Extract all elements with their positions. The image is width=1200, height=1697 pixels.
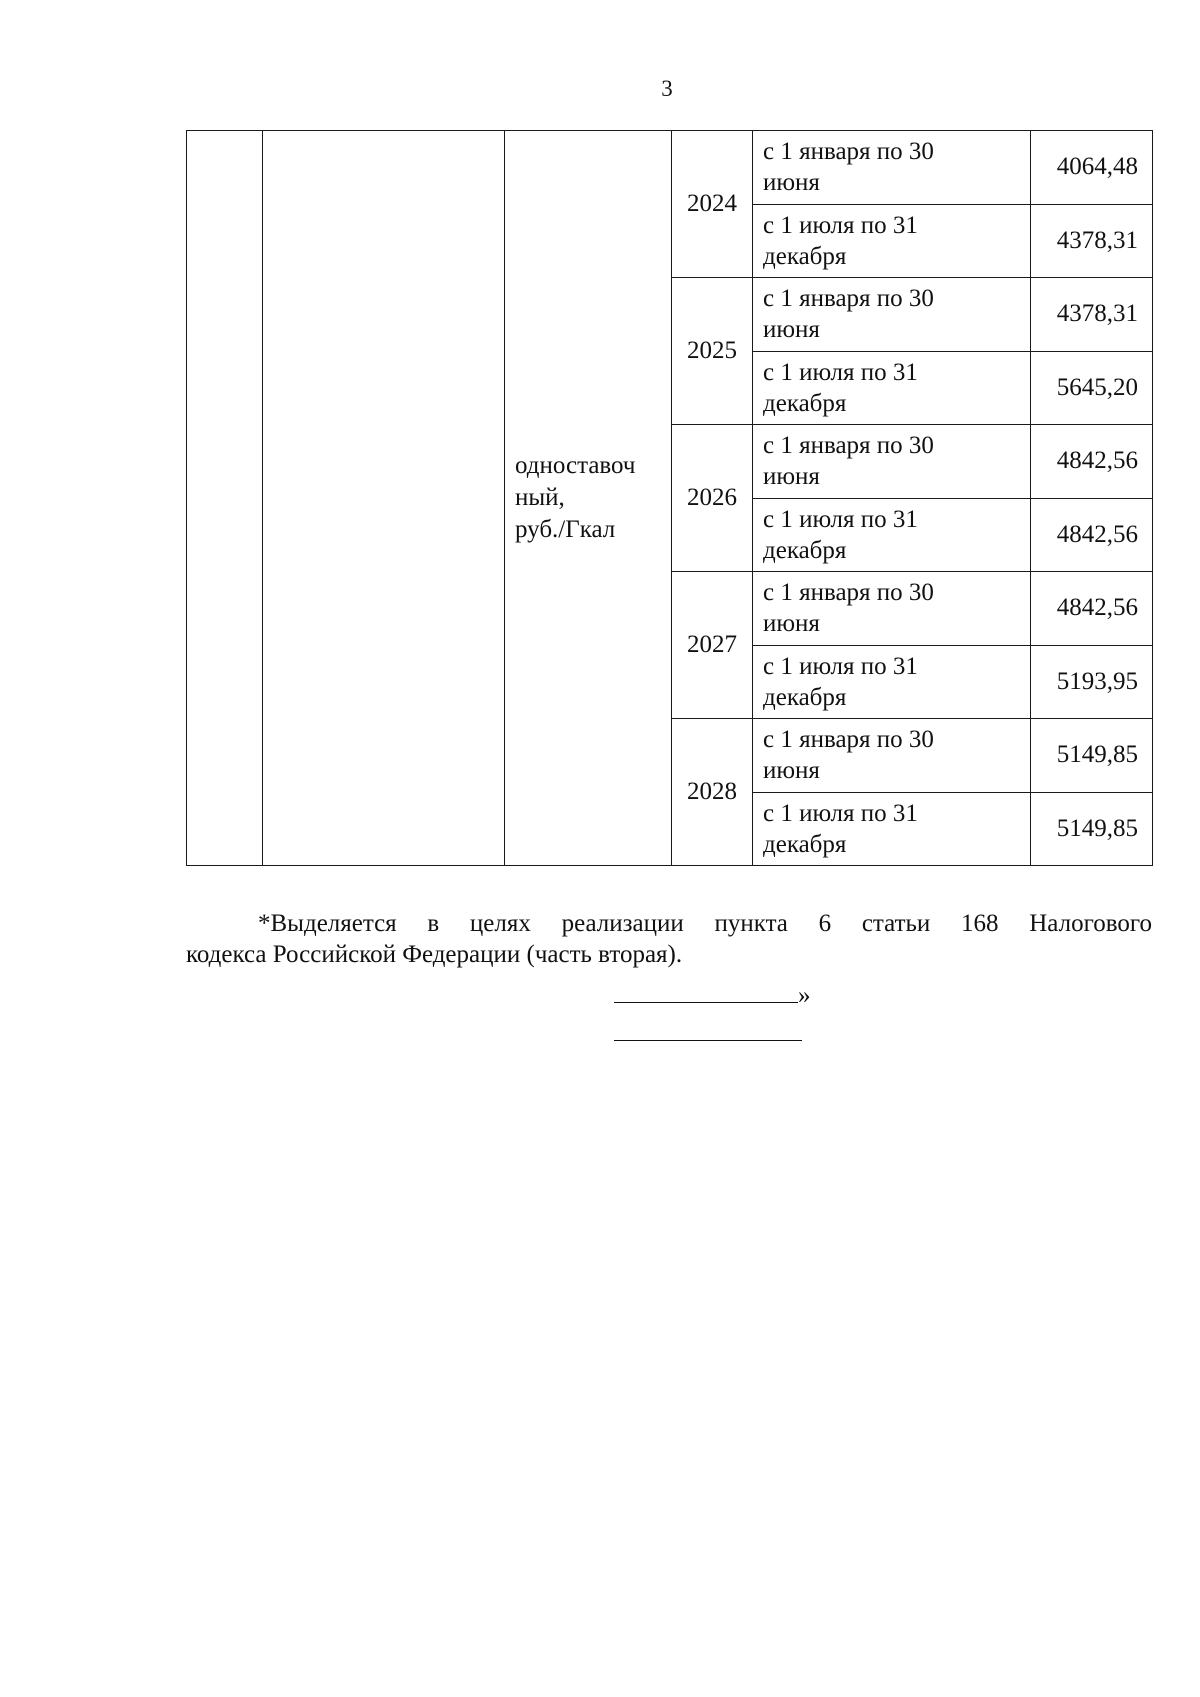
period-line: с 1 января по 30 [763,138,934,166]
period-line: с 1 января по 30 [763,726,934,754]
year-cell: 2024 [672,131,753,278]
period-cell [753,131,1031,205]
period-line: с 1 июля по 31 [763,211,918,239]
period-line: июня [763,316,820,344]
period-cell [753,204,1031,278]
tariff-value-cell: 4842,56 [1031,498,1153,572]
rate-type-line: ный, [515,484,565,511]
footnote [186,908,1152,970]
end-of-appendix-mark [614,982,811,1010]
tariff-value-cell: 5645,20 [1031,351,1153,425]
period-line: с 1 июля по 31 [763,652,918,680]
tariff-value-cell: 5193,95 [1031,645,1153,719]
period-cell [753,572,1031,646]
period-line: июня [763,463,820,491]
tariff-value-cell: 5149,85 [1031,792,1153,866]
footnote-line-1: *Выделяется в целях реализации пункта 6 статьи 168 Налогового [258,910,1152,937]
tariff-value-cell: 4378,31 [1031,204,1153,278]
period-line: декабря [763,683,847,711]
rate-type-cell [505,131,672,866]
period-cell [753,351,1031,425]
period-line: декабря [763,242,847,270]
year-cell: 2027 [672,572,753,719]
period-line: июня [763,610,820,638]
period-line: декабря [763,830,847,858]
page-number: 3 [661,76,673,101]
rate-type-line: руб./Гкал [515,516,616,543]
period-line: декабря [763,536,847,564]
period-line: декабря [763,389,847,417]
year-cell: 2025 [672,278,753,425]
tariff-value-cell: 4842,56 [1031,425,1153,499]
period-cell [753,498,1031,572]
closing-quote-mark: » [798,982,811,1009]
period-cell [753,719,1031,793]
period-cell [753,425,1031,499]
period-line: с 1 июля по 31 [763,505,918,533]
period-line: июня [763,169,820,197]
period-line: с 1 января по 30 [763,579,934,607]
tariff-value-cell: 5149,85 [1031,719,1153,793]
tariff-value-cell: 4378,31 [1031,278,1153,352]
period-cell [753,792,1031,866]
rate-type-line: одноставоч [515,452,636,479]
end-underline [614,982,798,1003]
year-cell: 2026 [672,425,753,572]
year-cell: 2028 [672,719,753,866]
tariff-row [187,131,1153,205]
period-line: июня [763,757,820,785]
period-line: с 1 января по 30 [763,432,934,460]
period-line: с 1 июля по 31 [763,358,918,386]
period-line: с 1 января по 30 [763,285,934,313]
footnote-line-2: кодекса Российской Федерации (часть вторая). [186,941,683,968]
period-line: с 1 июля по 31 [763,799,918,827]
empty-name-cell [263,131,505,866]
empty-number-cell [187,131,263,866]
tariff-table [186,130,1153,866]
tariff-table-body [187,131,1153,866]
period-cell [753,645,1031,719]
tariff-value-cell: 4842,56 [1031,572,1153,646]
closing-rule [614,1040,802,1041]
period-cell [753,278,1031,352]
tariff-value-cell: 4064,48 [1031,131,1153,205]
